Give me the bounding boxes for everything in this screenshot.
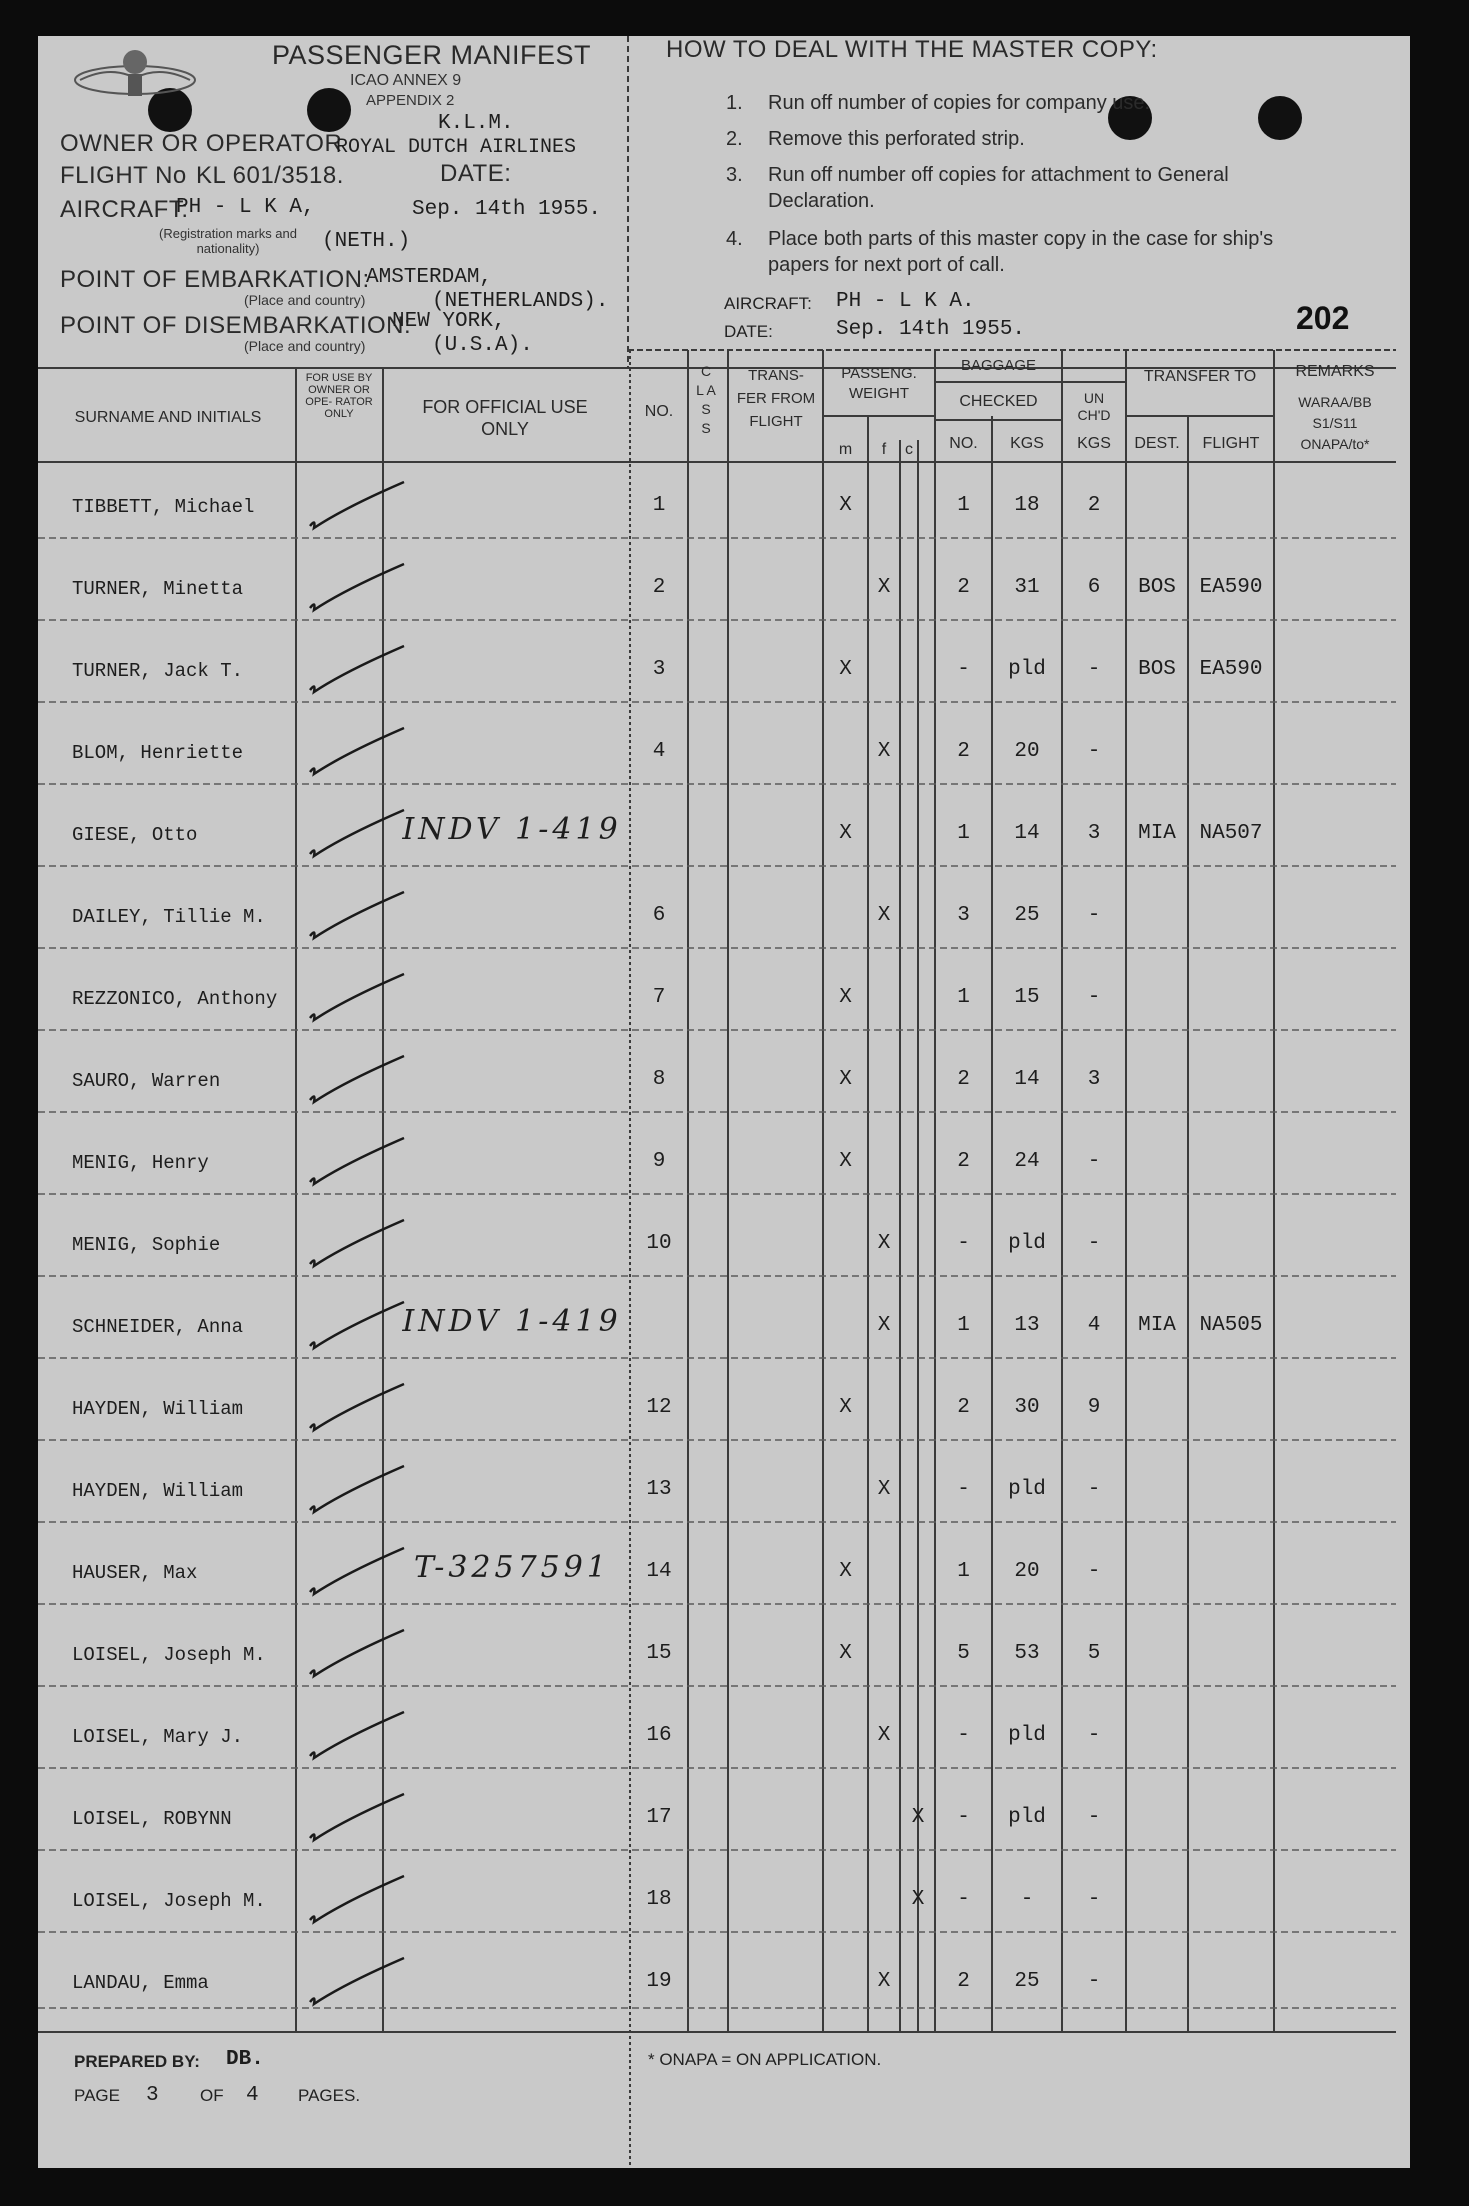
col-remarks-codes: WARAA/BB S1/S11 ONAPA/to* [1298, 394, 1372, 452]
row-number: 18 [646, 1888, 672, 1911]
baggage-count: 3 [957, 904, 970, 927]
weight-f-mark: X [877, 1314, 891, 1337]
weight-f-mark: X [877, 1970, 891, 1993]
passenger-name: LOISEL, ROBYNN [72, 1808, 232, 1830]
baggage-count: 2 [957, 1396, 970, 1419]
klm-crown-logo [70, 40, 200, 110]
check-mark [304, 1134, 414, 1194]
unchecked-kgs: 3 [1087, 822, 1101, 845]
instructions-title: HOW TO DEAL WITH THE MASTER COPY: [666, 36, 1158, 63]
passenger-name: HAYDEN, William [72, 1480, 244, 1502]
weight-f-mark: X [877, 1478, 891, 1501]
passenger-name: LOISEL, Joseph M. [72, 1644, 266, 1666]
col-unchd: UN CH'D [1077, 390, 1111, 423]
check-mark [304, 724, 414, 784]
check-mark [304, 560, 414, 620]
unchecked-kgs: 2 [1087, 494, 1101, 517]
embark-note: (Place and country) [244, 292, 366, 308]
weight-m-mark: X [839, 1560, 852, 1583]
check-mark [304, 1626, 414, 1686]
baggage-kgs: 14 [1014, 1068, 1040, 1091]
col-owner-use: FOR USE BY OWNER OR OPE- RATOR ONLY [305, 372, 373, 420]
check-mark [304, 642, 414, 702]
passenger-name: MENIG, Sophie [72, 1234, 221, 1256]
weight-c-mark: X [911, 1806, 925, 1829]
check-mark [304, 1954, 414, 2014]
unchecked-kgs: - [1087, 1232, 1101, 1255]
check-mark [304, 1380, 414, 1440]
unchecked-kgs: 9 [1087, 1396, 1101, 1419]
col-weight-c: c [905, 441, 913, 458]
row-number: 19 [646, 1970, 672, 1993]
baggage-kgs: 14 [1014, 822, 1040, 845]
instruction-text: Run off number off copies for attachment to General [768, 164, 1229, 186]
owner-label: OWNER OR OPERATOR [60, 130, 343, 157]
instruction-number: 2. [726, 128, 743, 150]
row-number: 2 [652, 576, 666, 599]
row-number: 3 [652, 658, 666, 681]
baggage-count: 2 [957, 576, 970, 599]
baggage-count: 1 [957, 986, 970, 1009]
registration-note: (Registration marks and nationality) [159, 226, 297, 256]
unchecked-kgs: - [1087, 1478, 1101, 1501]
baggage-count: 2 [957, 1150, 970, 1173]
baggage-count: 1 [957, 1314, 970, 1337]
weight-c-mark: X [911, 1888, 925, 1911]
page-label: PAGE [74, 2086, 120, 2105]
embark-country: (NETHERLANDS). [432, 290, 609, 313]
passenger-name: LOISEL, Joseph M. [72, 1890, 266, 1912]
col-weight-m: m [838, 441, 853, 458]
unchecked-kgs: - [1087, 658, 1101, 681]
col-transfer-to: TRANSFER TO [1143, 368, 1257, 385]
check-mark [304, 888, 414, 948]
col-official-use: FOR OFFICIAL USE ONLY [422, 397, 588, 439]
check-mark [304, 806, 414, 866]
unchecked-kgs: - [1087, 1806, 1101, 1829]
instruction-number: 1. [726, 92, 743, 114]
weight-m-mark: X [839, 822, 852, 845]
check-mark [304, 1052, 414, 1112]
instruction-number: 4. [726, 228, 743, 250]
unchecked-kgs: - [1087, 1150, 1101, 1173]
disembark-country: (U.S.A). [432, 334, 533, 357]
baggage-count: - [957, 1478, 970, 1501]
col-baggage: BAGGAGE [960, 357, 1037, 374]
unchecked-kgs: - [1087, 1724, 1101, 1747]
row-number: 15 [646, 1642, 672, 1665]
passenger-name: LOISEL, Mary J. [72, 1726, 244, 1748]
col-dest: DEST. [1134, 435, 1180, 452]
weight-f-mark: X [877, 1724, 891, 1747]
weight-f-mark: X [877, 904, 891, 927]
instruction-text: Remove this perforated strip. [768, 128, 1025, 150]
date-label: DATE: [440, 160, 512, 187]
transfer-dest: MIA [1138, 822, 1176, 845]
baggage-count: - [957, 1232, 970, 1255]
right-date-value: Sep. 14th 1955. [836, 318, 1026, 341]
row-number: 4 [652, 740, 666, 763]
instruction-number: 3. [726, 164, 743, 186]
passenger-name: HAYDEN, William [72, 1398, 244, 1420]
weight-f-mark: X [877, 576, 891, 599]
row-number: 14 [646, 1560, 672, 1583]
baggage-kgs: pld [1008, 1232, 1046, 1255]
row-number: 9 [652, 1150, 666, 1173]
right-aircraft-label: AIRCRAFT: [724, 294, 812, 313]
official-use-entry: T-3257591 [414, 1550, 610, 1585]
col-unchd-kgs: KGS [1077, 435, 1111, 452]
weight-m-mark: X [839, 494, 852, 517]
col-transfer-from: TRANS- FER FROM FLIGHT [736, 367, 816, 430]
weight-f-mark: X [877, 1232, 891, 1255]
owner-value-airline: ROYAL DUTCH AIRLINES [336, 136, 577, 159]
prepared-by-value: DB. [226, 2048, 264, 2071]
baggage-kgs: 13 [1014, 1314, 1040, 1337]
col-class: C L A S S [696, 363, 716, 436]
page-value: 3 [146, 2084, 159, 2107]
baggage-kgs: 24 [1014, 1150, 1040, 1173]
right-date-label: DATE: [724, 322, 773, 341]
unchecked-kgs: - [1087, 1970, 1101, 1993]
col-weight-f: f [881, 441, 887, 458]
row-number: 6 [652, 904, 666, 927]
baggage-count: 2 [957, 740, 970, 763]
baggage-count: - [957, 1806, 970, 1829]
disembark-note: (Place and country) [244, 338, 366, 354]
baggage-kgs: 15 [1014, 986, 1040, 1009]
row-number: 13 [646, 1478, 672, 1501]
baggage-count: 2 [957, 1970, 970, 1993]
col-kgs: KGS [1010, 435, 1044, 452]
passenger-name: TURNER, Jack T. [72, 660, 244, 682]
col-remarks: REMARKS [1295, 363, 1375, 380]
aircraft-label: AIRCRAFT: [60, 196, 189, 223]
baggage-kgs: 30 [1014, 1396, 1040, 1419]
baggage-count: 1 [957, 822, 970, 845]
instruction-text: Run off number of copies for company use. [768, 92, 1151, 114]
unchecked-kgs: 4 [1087, 1314, 1101, 1337]
baggage-kgs: pld [1008, 1478, 1046, 1501]
embark-label: POINT OF EMBARKATION: [60, 266, 370, 293]
baggage-count: - [957, 658, 970, 681]
owner-value-klm: K.L.M. [438, 112, 514, 135]
check-mark [304, 1216, 414, 1276]
official-use-entry: INDV 1-419 [402, 812, 622, 847]
passenger-name: DAILEY, Tillie M. [72, 906, 266, 928]
col-surname: SURNAME AND INITIALS [74, 409, 262, 426]
disembark-label: POINT OF DISEMBARKATION: [60, 312, 412, 339]
check-mark [304, 478, 414, 538]
baggage-count: - [957, 1888, 970, 1911]
baggage-kgs: pld [1008, 1806, 1046, 1829]
transfer-flight: EA590 [1199, 576, 1263, 599]
row-number: 12 [646, 1396, 672, 1419]
baggage-count: - [957, 1724, 970, 1747]
pages-label: PAGES. [298, 2086, 361, 2105]
transfer-dest: MIA [1138, 1314, 1176, 1337]
right-aircraft-value: PH - L K A. [836, 290, 975, 313]
weight-m-mark: X [839, 1396, 852, 1419]
passenger-name: SCHNEIDER, Anna [72, 1316, 244, 1338]
of-label: OF [200, 2086, 224, 2105]
col-flight: FLIGHT [1202, 435, 1260, 452]
row-number: 8 [652, 1068, 666, 1091]
check-mark [304, 1708, 414, 1768]
manifest-title: PASSENGER MANIFEST [272, 40, 592, 70]
passenger-name: REZZONICO, Anthony [72, 988, 278, 1010]
of-value: 4 [246, 2084, 259, 2107]
check-mark [304, 1462, 414, 1522]
transfer-dest: BOS [1138, 658, 1176, 681]
passenger-name: LANDAU, Emma [72, 1972, 209, 1994]
transfer-flight: EA590 [1199, 658, 1263, 681]
unchecked-kgs: - [1087, 1560, 1101, 1583]
unchecked-kgs: 6 [1087, 576, 1101, 599]
instruction-text-cont: Declaration. [768, 190, 875, 212]
flight-value: KL 601/3518. [196, 162, 344, 189]
prepared-by-label: PREPARED BY: [74, 2052, 200, 2071]
page-stamp-number: 202 [1296, 300, 1350, 336]
baggage-count: 1 [957, 494, 970, 517]
check-mark [304, 1544, 414, 1604]
row-number: 7 [652, 986, 666, 1009]
disembark-value: NEW YORK, [392, 310, 506, 333]
unchecked-kgs: - [1087, 904, 1101, 927]
passenger-name: MENIG, Henry [72, 1152, 209, 1174]
passenger-name: TURNER, Minetta [72, 578, 244, 600]
weight-m-mark: X [839, 1642, 852, 1665]
col-weight: PASSENG. WEIGHT [841, 365, 917, 402]
transfer-flight: NA505 [1199, 1314, 1263, 1337]
baggage-kgs: pld [1008, 658, 1046, 681]
passenger-name: SAURO, Warren [72, 1070, 221, 1092]
col-checked: CHECKED [959, 393, 1038, 410]
row-number: 17 [646, 1806, 672, 1829]
passenger-name: BLOM, Henriette [72, 742, 244, 764]
baggage-kgs: 25 [1014, 904, 1040, 927]
col-no: NO. [644, 403, 674, 420]
row-number: 1 [652, 494, 666, 517]
baggage-count: 5 [957, 1642, 970, 1665]
instruction-text-cont: papers for next port of call. [768, 254, 1005, 276]
weight-m-mark: X [839, 1068, 852, 1091]
passenger-name: GIESE, Otto [72, 824, 198, 846]
baggage-kgs: - [1020, 1888, 1034, 1911]
onapa-note: * ONAPA = ON APPLICATION. [648, 2050, 882, 2069]
transfer-flight: NA507 [1199, 822, 1263, 845]
nationality: (NETH.) [322, 230, 411, 253]
aircraft-date: Sep. 14th 1955. [412, 198, 602, 221]
icao-annex: ICAO ANNEX 9 [350, 72, 462, 89]
baggage-count: 1 [957, 1560, 970, 1583]
flight-label: FLIGHT No [60, 162, 187, 189]
baggage-kgs: 18 [1014, 494, 1040, 517]
unchecked-kgs: - [1087, 986, 1101, 1009]
official-use-entry: INDV 1-419 [402, 1304, 622, 1339]
weight-m-mark: X [839, 986, 852, 1009]
check-mark [304, 1872, 414, 1932]
row-number: 16 [646, 1724, 672, 1747]
baggage-kgs: 53 [1014, 1642, 1040, 1665]
weight-m-mark: X [839, 1150, 852, 1173]
unchecked-kgs: - [1087, 740, 1101, 763]
unchecked-kgs: - [1087, 1888, 1101, 1911]
baggage-kgs: 20 [1014, 1560, 1040, 1583]
weight-f-mark: X [877, 740, 891, 763]
appendix: APPENDIX 2 [366, 92, 455, 109]
check-mark [304, 1298, 414, 1358]
row-number: 10 [646, 1232, 672, 1255]
weight-m-mark: X [839, 658, 852, 681]
col-bag-no: NO. [949, 435, 978, 452]
baggage-kgs: 31 [1014, 576, 1040, 599]
aircraft-value: PH - L K A, [176, 196, 315, 219]
transfer-dest: BOS [1138, 576, 1176, 599]
unchecked-kgs: 5 [1087, 1642, 1101, 1665]
instruction-text: Place both parts of this master copy in the case for ship's [768, 228, 1274, 250]
baggage-kgs: 20 [1014, 740, 1040, 763]
unchecked-kgs: 3 [1087, 1068, 1101, 1091]
check-mark [304, 970, 414, 1030]
embark-value: AMSTERDAM, [366, 266, 493, 289]
baggage-kgs: pld [1008, 1724, 1046, 1747]
passenger-name: HAUSER, Max [72, 1562, 198, 1584]
baggage-count: 2 [957, 1068, 970, 1091]
passenger-name: TIBBETT, Michael [72, 496, 255, 518]
baggage-kgs: 25 [1014, 1970, 1040, 1993]
check-mark [304, 1790, 414, 1850]
